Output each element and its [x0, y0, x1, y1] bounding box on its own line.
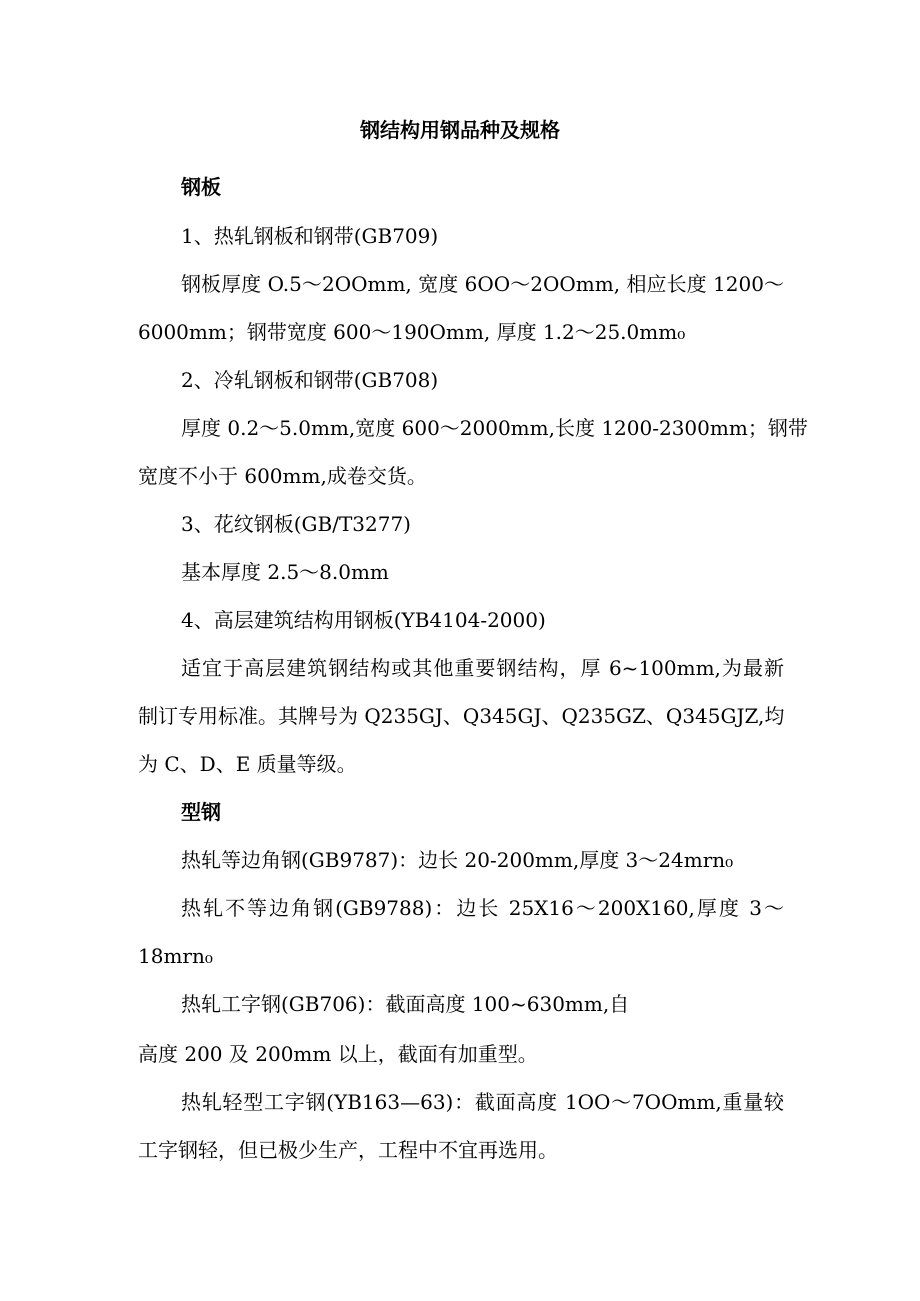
item-heading-high-rise: 4、高层建筑结构用钢板(YB4104-2000) — [181, 608, 546, 632]
section-heading-steel-plate: 钢板 — [181, 175, 221, 199]
paragraph-line: 热轧轻型工字钢(YB163—63)：截面高度 1OO～7OOmm,重量较 — [181, 1090, 784, 1114]
item-heading-cold-rolled: 2、冷轧钢板和钢带(GB708) — [181, 368, 439, 392]
paragraph-line: 制订专用标准。其牌号为 Q235GJ、Q345GJ、Q235GZ、Q345GJZ,均 — [138, 704, 785, 728]
paragraph-line: 钢板厚度 O.5～2OOmm, 宽度 6OO～2OOmm, 相应长度 1200～ — [181, 272, 784, 296]
item-heading-checkered: 3、花纹钢板(GB/T3277) — [181, 512, 411, 536]
paragraph-line: 为 C、D、E 质量等级。 — [138, 752, 357, 776]
paragraph-line: 基本厚度 2.5～8.0mm — [181, 560, 389, 584]
paragraph-line: 6000mm；钢带宽度 600～190Omm, 厚度 1.2～25.0mm₀ — [138, 320, 686, 344]
paragraph-line: 高度 200 及 200mm 以上，截面有加重型。 — [138, 1042, 538, 1066]
section-heading-section-steel: 型钢 — [181, 800, 221, 824]
paragraph-line: 适宜于高层建筑钢结构或其他重要钢结构，厚 6~100mm,为最新 — [181, 656, 784, 680]
paragraph-line: 厚度 0.2～5.0mm,宽度 600～2000mm,长度 1200-2300mm；钢带 — [181, 416, 808, 440]
item-heading-hot-rolled: 1、热轧钢板和钢带(GB709) — [181, 224, 439, 248]
paragraph-line: 热轧工字钢(GB706)：截面高度 100~630mm,自 — [181, 992, 630, 1016]
paragraph-line: 工字钢轻，但已极少生产，工程中不宜再选用。 — [138, 1138, 558, 1162]
paragraph-line: 18mrn₀ — [138, 944, 213, 968]
paragraph-line: 热轧等边角钢(GB9787)：边长 20-200mm,厚度 3～24mrn₀ — [181, 848, 734, 872]
paragraph-line: 热轧不等边角钢(GB9788)：边长 25X16～200X160,厚度 3～ — [181, 896, 784, 920]
document-title: 钢结构用钢品种及规格 — [360, 118, 560, 142]
paragraph-line: 宽度不小于 600mm,成卷交货。 — [138, 464, 427, 488]
